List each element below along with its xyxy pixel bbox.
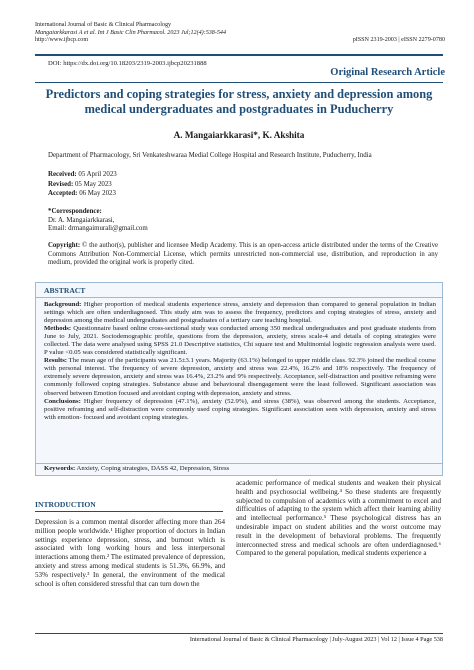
doi-link[interactable]: DOI: https://dx.doi.org/10.18203/2319-2003.ijbcp20231888 [48, 60, 207, 67]
copyright-notice: Copyright: © the author(s), publisher and licensee Medip Academy. This is an open-access article distributed under the terms of the Creative Commons Attribution Non-Commercial License, which permits unrestricted non-commercial use, distribution, and reproduction in any medium, provided the original work is properly cited. [48, 242, 438, 267]
correspondence-email[interactable]: Email: drmangaimurali@gmail.com [48, 225, 148, 233]
article-type: Original Research Article [330, 67, 445, 78]
correspondence [48, 208, 148, 234]
citation: Mangaiarkkarasi A et al. Int J Basic Clin Pharmacol. 2023 Jul;12(4):538-544 [35, 29, 227, 36]
paper-title: Predictors and coping strategies for stress, anxiety and depression among medical undergraduates and postgraduates in Puducherry [45, 87, 433, 116]
abstract-heading: ABSTRACT [44, 286, 86, 295]
dates-block [48, 170, 117, 199]
affiliation: Department of Pharmacology, Sri Venkateshwaraa Medial College Hospital and Research Institute, Puducherry, India [48, 152, 372, 159]
revised-date: Revised: 05 May 2023 [48, 180, 112, 188]
introduction-left-column: Depression is a common mental disorder affecting more than 264 million people worldwide.¹ Higher proportion of doctors in Indian settings experience depression, stress, and burnout which is associated with long working hours and less interpersonal interactions among them.² The estimated prevalence of depression, anxiety and stress among medical students is 51.3%, 66.9%, and 53% respectively.³ In general, the environment of the medical school is often considered stressful that can turn down the [35, 518, 225, 588]
abstract-box [35, 282, 443, 476]
introduction-heading: INTRODUCTION [35, 500, 223, 512]
header-rule [35, 54, 443, 56]
page-footer: International Journal of Basic & Clinical Pharmacology | July-August 2023 | Vol 12 | Issue 4 Page 538 [189, 636, 443, 643]
introduction-right-column: academic performance of medical students and weaken their physical health and psychosocial wellbeing.⁴ So these students are frequently subjected to compulsion of academics with a commitment to excel and difficulties of adapting to the system which affect their learning ability and intellectual performance.⁵ These psychological distress has an undesirable impact on student abilities and the worst outcome may result in the development of behavioral problems. The frequently interconnected stress and medical schools are often underdiagnosed.⁶ Compared to the general population, medical students experience a [236, 479, 441, 558]
footer-rule [35, 633, 443, 634]
abstract-background: Background: Higher proportion of medical students experience stress, anxiety and depression than compared to general population in Indian settings which are often underdiagnosed. This study aim was to assess the frequency, predictors and coping strategies of stress, anxiety and depression among the medical undergraduates and postgraduates of a tertiary care teaching hospital. [44, 301, 436, 325]
journal-name: International Journal of Basic & Clinical Pharmacology [35, 22, 172, 28]
abstract-rule [36, 297, 442, 298]
keywords-rule [36, 463, 442, 464]
journal-header [35, 22, 445, 45]
abstract-methods: Methods: Questionnaire based online cross-sectional study was conducted among 350 medical undergraduates and post graduate students from June to July, 2021. Sociodemographic profile, questions from the depression, anxiety, stress scale-4 and details of coping strategies were collected. The data were analysed using SPSS 21.0 Descriptive statistics, Chi square test and Multinomial logistic regression analysis were used. P value <0.05 was considered statistically significant. [44, 325, 436, 357]
journal-url[interactable]: http://www.ijbcp.com [35, 37, 89, 44]
correspondence-name: Dr. A. Mangaiarkkarasi, [48, 216, 115, 224]
title-rule [35, 82, 443, 83]
accepted-date: Accepted: 06 May 2023 [48, 190, 116, 198]
keywords: Keywords: Anxiety, Coping strategies, DASS 42, Depression, Stress [44, 465, 230, 472]
abstract-body [44, 301, 436, 422]
received-date: Received: 05 April 2023 [48, 171, 117, 178]
issn: pISSN 2319-2003 | eISSN 2279-0780 [352, 37, 445, 43]
correspondence-label: *Correspondence: [48, 208, 102, 215]
abstract-conclusions: Conclusions: Higher frequency of depression (47.1%), anxiety (52.9%), and stress (38%), was observed among the students. Acceptance, positive reframing and self-distraction were commonly used coping strategies. Significant association seen with depression, anxiety and stress with emotion- focused and avoidant coping strategies. [44, 397, 436, 421]
authors: A. Mangaiarkkarasi*, K. Akshita [173, 130, 305, 140]
abstract-results: Results: The mean age of the participants was 21.5±3.1 years. Majority (63.1%) belonged to upper middle class. 92.3% joined the medical course with personal interest. The frequency of severe depression, anxiety and stress was 22.4%, 16.2% and 18% respectively. The frequency of extremely severe depression, anxiety and stress was 16.4%, 23.2% and 9% respectively. Acceptance, self-distraction and positive reframing were commonly followed coping strategies. Substance abuse and behavioural disengagement were the least followed. Significant association was observed between Emotion focused and avoidant coping with depression, anxiety and stress. [44, 357, 436, 397]
